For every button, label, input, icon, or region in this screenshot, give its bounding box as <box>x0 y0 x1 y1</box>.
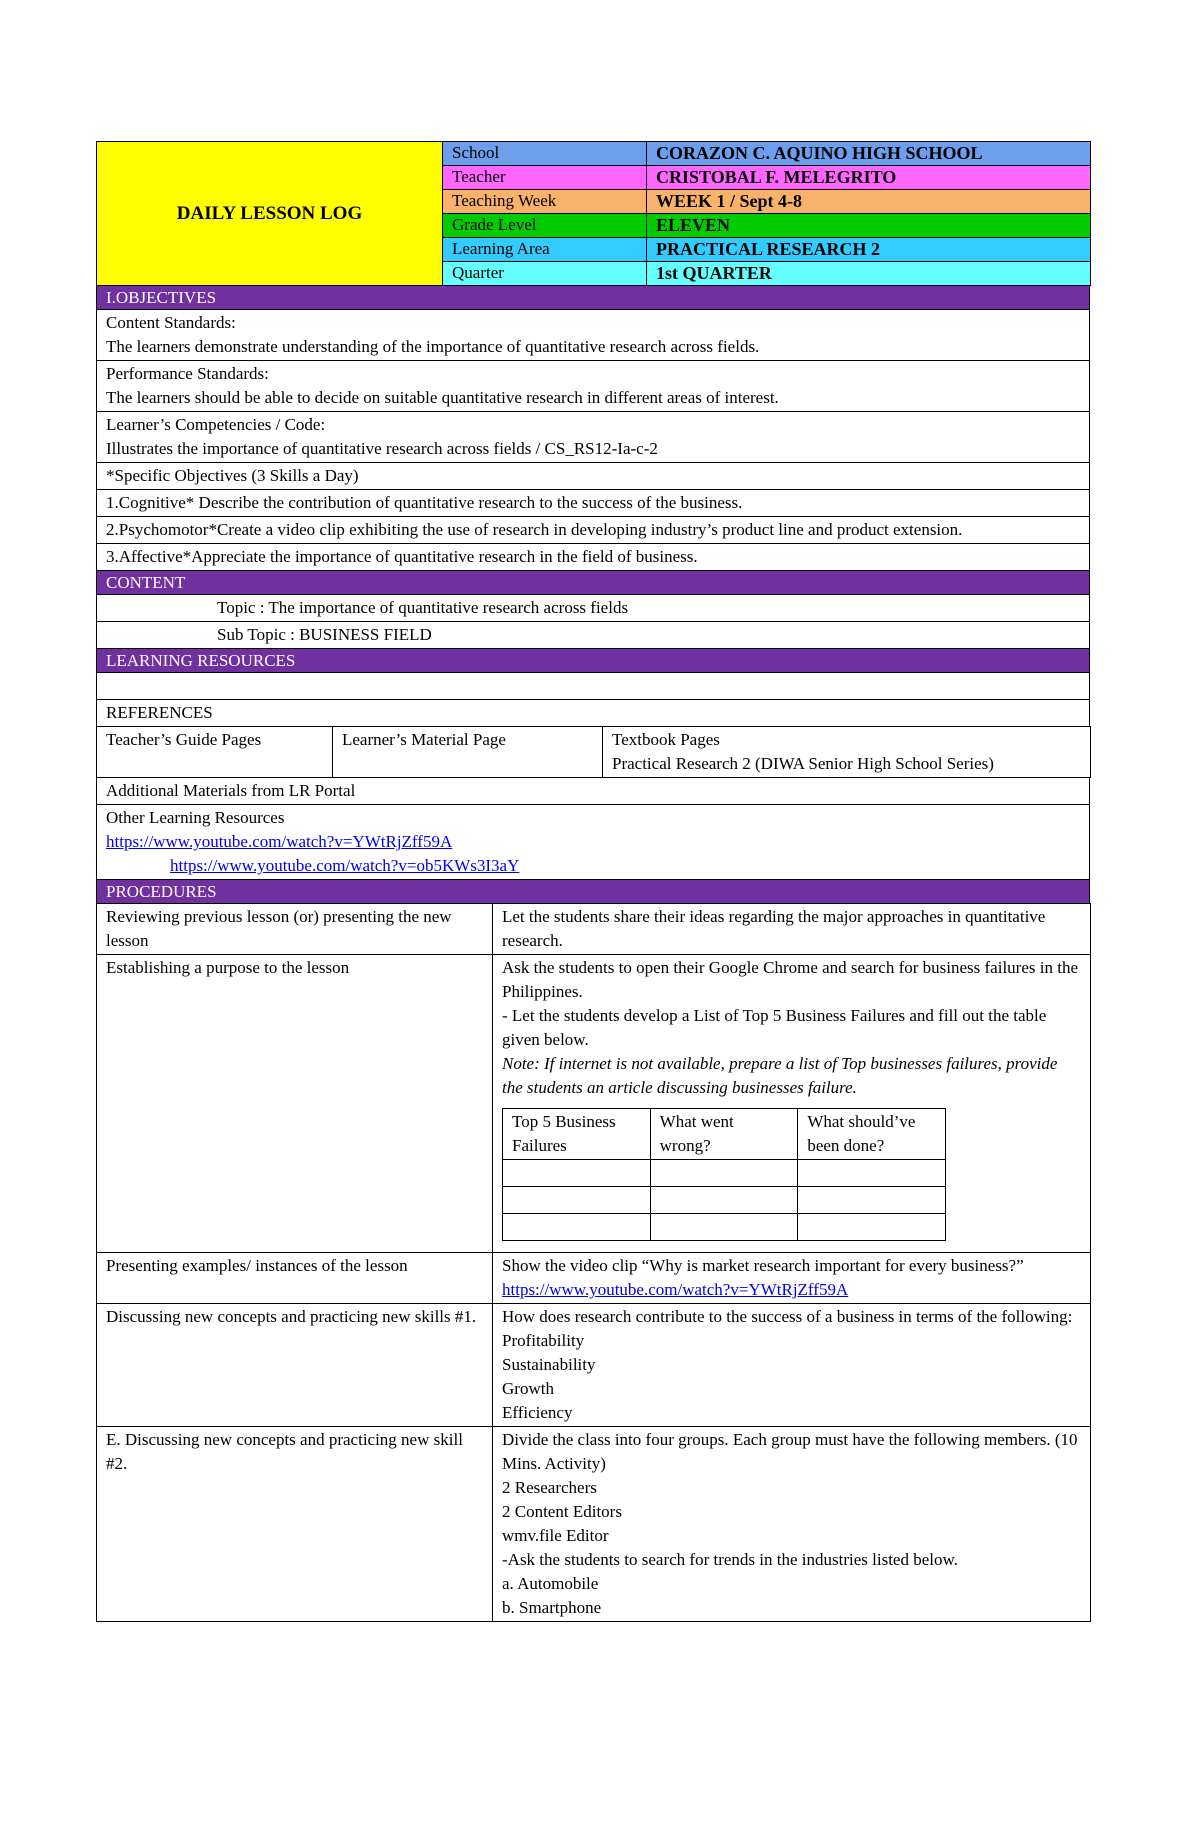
grade-level-label: Grade Level <box>443 214 647 238</box>
learners-material-page: Learner’s Material Page <box>333 727 603 778</box>
other-learning-resources: Other Learning Resources https://www.youtube.com/watch?v=YWtRjZff59A https://www.youtube.com/watch?v=ob5KWs3I3aY <box>97 805 1090 880</box>
section-procedures: PROCEDURES <box>97 880 1090 904</box>
school-label: School <box>443 142 647 166</box>
teacher-label: Teacher <box>443 166 647 190</box>
document-title: DAILY LESSON LOG <box>97 142 443 286</box>
teaching-week-label: Teaching Week <box>443 190 647 214</box>
performance-standards: Performance Standards: The learners should be able to decide on suitable quantitative research in different areas of interest. <box>97 361 1090 412</box>
discuss1-label: Discussing new concepts and practicing new skills #1. <box>97 1304 493 1427</box>
references-label: REFERENCES <box>97 700 1090 727</box>
daily-lesson-log <box>96 141 1090 1622</box>
table-row <box>503 1214 946 1241</box>
table-row <box>503 1187 946 1214</box>
resources-table <box>96 777 1090 904</box>
empty-row <box>97 673 1090 700</box>
failures-header-top5: Top 5 Business Failures <box>503 1109 651 1160</box>
content-topic: Topic : The importance of quantitative research across fields <box>97 595 1090 622</box>
examples-label: Presenting examples/ instances of the lesson <box>97 1253 493 1304</box>
business-failures-table <box>502 1108 946 1241</box>
objectives-content-table <box>96 285 1090 727</box>
review-text: Let the students share their ideas regarding the major approaches in quantitative research. <box>493 904 1091 955</box>
content-standards: Content Standards: The learners demonstrate understanding of the importance of quantitative research across fields. <box>97 310 1090 361</box>
purpose-content: Ask the students to open their Google Chrome and search for business failures in the Philippines. - Let the students develop a List of Top 5 Business Failures and fill out the table given below. Note: If internet is not available, prepare a list of Top businesses failures, provide the students an article discussing businesses failure. Top 5 Business Failures What went wrong? What should’ve been done? <box>493 955 1091 1253</box>
discuss2-content: Divide the class into four groups. Each group must have the following members. (10 Mins. Activity) 2 Researchers 2 Content Editors wmv.file Editor -Ask the students to search for trends in the industries listed below. a. Automobile b. Smartphone <box>493 1427 1091 1622</box>
grade-level-value: ELEVEN <box>647 214 1091 238</box>
school-value: CORAZON C. AQUINO HIGH SCHOOL <box>647 142 1091 166</box>
purpose-label: Establishing a purpose to the lesson <box>97 955 493 1253</box>
teacher-value: CRISTOBAL F. MELEGRITO <box>647 166 1091 190</box>
teaching-week-value: WEEK 1 / Sept 4-8 <box>647 190 1091 214</box>
review-label: Reviewing previous lesson (or) presenting the new lesson <box>97 904 493 955</box>
objective-psychomotor: 2.Psychomotor*Create a video clip exhibiting the use of research in developing industry’s product line and product extension. <box>97 517 1090 544</box>
failures-header-should: What should’ve been done? <box>798 1109 946 1160</box>
section-objectives: I.OBJECTIVES <box>97 286 1090 310</box>
learner-competencies: Learner’s Competencies / Code: Illustrates the importance of quantitative research across fields / CS_RS12-Ia-c-2 <box>97 412 1090 463</box>
header-table <box>96 141 1091 286</box>
procedures-table <box>96 903 1091 1622</box>
failures-header-wrong: What went wrong? <box>650 1109 798 1160</box>
quarter-value: 1st QUARTER <box>647 262 1091 286</box>
textbook-pages: Textbook Pages Practical Research 2 (DIWA Senior High School Series) <box>603 727 1091 778</box>
specific-objectives: *Specific Objectives (3 Skills a Day) <box>97 463 1090 490</box>
youtube-link-examples[interactable]: https://www.youtube.com/watch?v=YWtRjZff59A <box>502 1280 849 1299</box>
youtube-link-2[interactable]: https://www.youtube.com/watch?v=ob5KWs3I3aY <box>170 856 520 875</box>
discuss2-label: E. Discussing new concepts and practicing new skill #2. <box>97 1427 493 1622</box>
content-subtopic: Sub Topic : BUSINESS FIELD <box>97 622 1090 649</box>
table-row <box>503 1160 946 1187</box>
section-learning-resources: LEARNING RESOURCES <box>97 649 1090 673</box>
quarter-label: Quarter <box>443 262 647 286</box>
objective-affective: 3.Affective*Appreciate the importance of quantitative research in the field of business. <box>97 544 1090 571</box>
additional-materials: Additional Materials from LR Portal <box>97 778 1090 805</box>
discuss1-content: How does research contribute to the success of a business in terms of the following: Profitability Sustainability Growth Efficiency <box>493 1304 1091 1427</box>
references-table <box>96 726 1091 778</box>
learning-area-value: PRACTICAL RESEARCH 2 <box>647 238 1091 262</box>
learning-area-label: Learning Area <box>443 238 647 262</box>
youtube-link-1[interactable]: https://www.youtube.com/watch?v=YWtRjZff59A <box>106 832 453 851</box>
examples-content: Show the video clip “Why is market research important for every business?” https://www.youtube.com/watch?v=YWtRjZff59A <box>493 1253 1091 1304</box>
section-content: CONTENT <box>97 571 1090 595</box>
objective-cognitive: 1.Cognitive* Describe the contribution of quantitative research to the success of the business. <box>97 490 1090 517</box>
teachers-guide-pages: Teacher’s Guide Pages <box>97 727 333 778</box>
